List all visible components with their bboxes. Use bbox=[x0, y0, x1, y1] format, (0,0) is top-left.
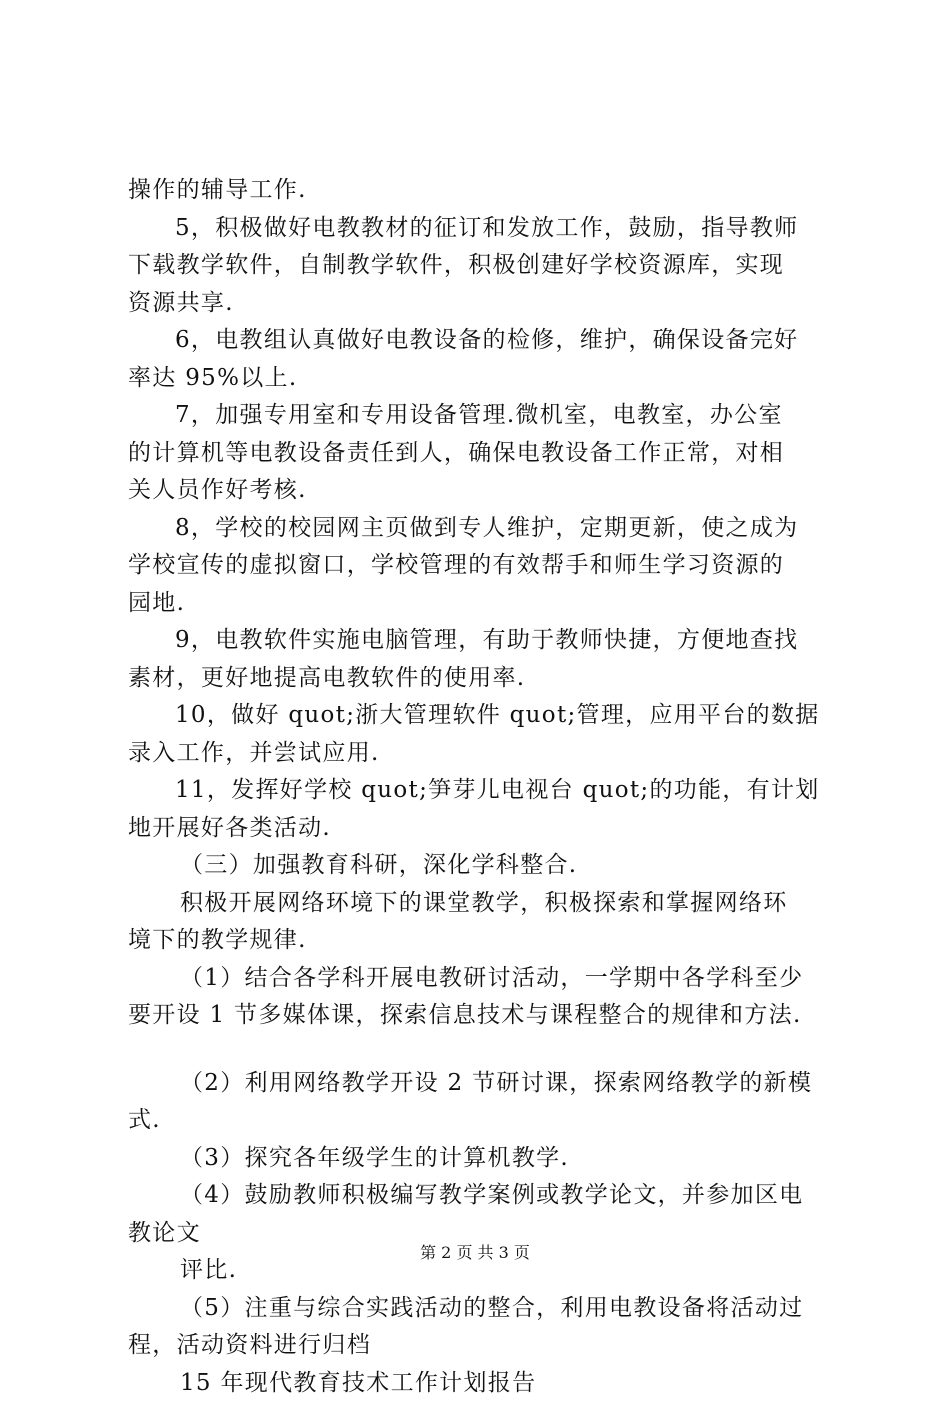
document-body bbox=[128, 172, 832, 1402]
text-line: 学校宣传的虚拟窗口，学校管理的有效帮手和师生学习资源的 bbox=[128, 547, 832, 585]
text-line: 教论文 bbox=[128, 1215, 832, 1253]
text-line: （5）注重与综合实践活动的整合，利用电教设备将活动过 bbox=[128, 1290, 832, 1328]
text-line: 园地. bbox=[128, 585, 832, 623]
text-line: 8，学校的校园网主页做到专人维护，定期更新，使之成为 bbox=[128, 510, 832, 548]
text-line: 7，加强专用室和专用设备管理.微机室，电教室，办公室 bbox=[128, 397, 832, 435]
text-line: （2）利用网络教学开设 2 节研讨课，探索网络教学的新模 bbox=[128, 1065, 832, 1103]
text-line: 积极开展网络环境下的课堂教学，积极探索和掌握网络环 bbox=[128, 885, 832, 923]
text-line: 资源共享. bbox=[128, 285, 832, 323]
text-line: 5，积极做好电教教材的征订和发放工作，鼓励，指导教师 bbox=[128, 210, 832, 248]
text-line: 操作的辅导工作. bbox=[128, 172, 832, 210]
text-line: （3）探究各年级学生的计算机教学. bbox=[128, 1140, 832, 1178]
section-heading: （三）加强教育科研，深化学科整合. bbox=[128, 847, 832, 885]
text-line: 录入工作，并尝试应用. bbox=[128, 735, 832, 773]
text-line: 地开展好各类活动. bbox=[128, 810, 832, 848]
text-line: （4）鼓励教师积极编写教学案例或教学论文，并参加区电 bbox=[128, 1177, 832, 1215]
text-line: 9，电教软件实施电脑管理，有助于教师快捷，方便地查找 bbox=[128, 622, 832, 660]
text-line: 10，做好 quot;浙大管理软件 quot;管理，应用平台的数据 bbox=[128, 697, 832, 735]
text-line: 11，发挥好学校 quot;笋芽儿电视台 quot;的功能，有计划 bbox=[128, 772, 832, 810]
text-line: 15 年现代教育技术工作计划报告 bbox=[128, 1365, 832, 1402]
text-line: 下载教学软件，自制教学软件，积极创建好学校资源库，实现 bbox=[128, 247, 832, 285]
text-line: 率达 95%以上. bbox=[128, 360, 832, 398]
page-number-footer: 第 2 页 共 3 页 bbox=[0, 1243, 950, 1263]
text-line: 程，活动资料进行归档 bbox=[128, 1327, 832, 1365]
text-line: 6，电教组认真做好电教设备的检修，维护，确保设备完好 bbox=[128, 322, 832, 360]
text-line: 素材，更好地提高电教软件的使用率. bbox=[128, 660, 832, 698]
text-line: 要开设 1 节多媒体课，探索信息技术与课程整合的规律和方法. bbox=[128, 997, 832, 1035]
text-line: 的计算机等电教设备责任到人，确保电教设备工作正常，对相 bbox=[128, 435, 832, 473]
text-line: （1）结合各学科开展电教研讨活动，一学期中各学科至少 bbox=[128, 960, 832, 998]
paragraph-gap bbox=[128, 1035, 832, 1065]
text-line: 式. bbox=[128, 1102, 832, 1140]
text-line: 评比. bbox=[128, 1252, 832, 1290]
text-line: 境下的教学规律. bbox=[128, 922, 832, 960]
text-line: 关人员作好考核. bbox=[128, 472, 832, 510]
